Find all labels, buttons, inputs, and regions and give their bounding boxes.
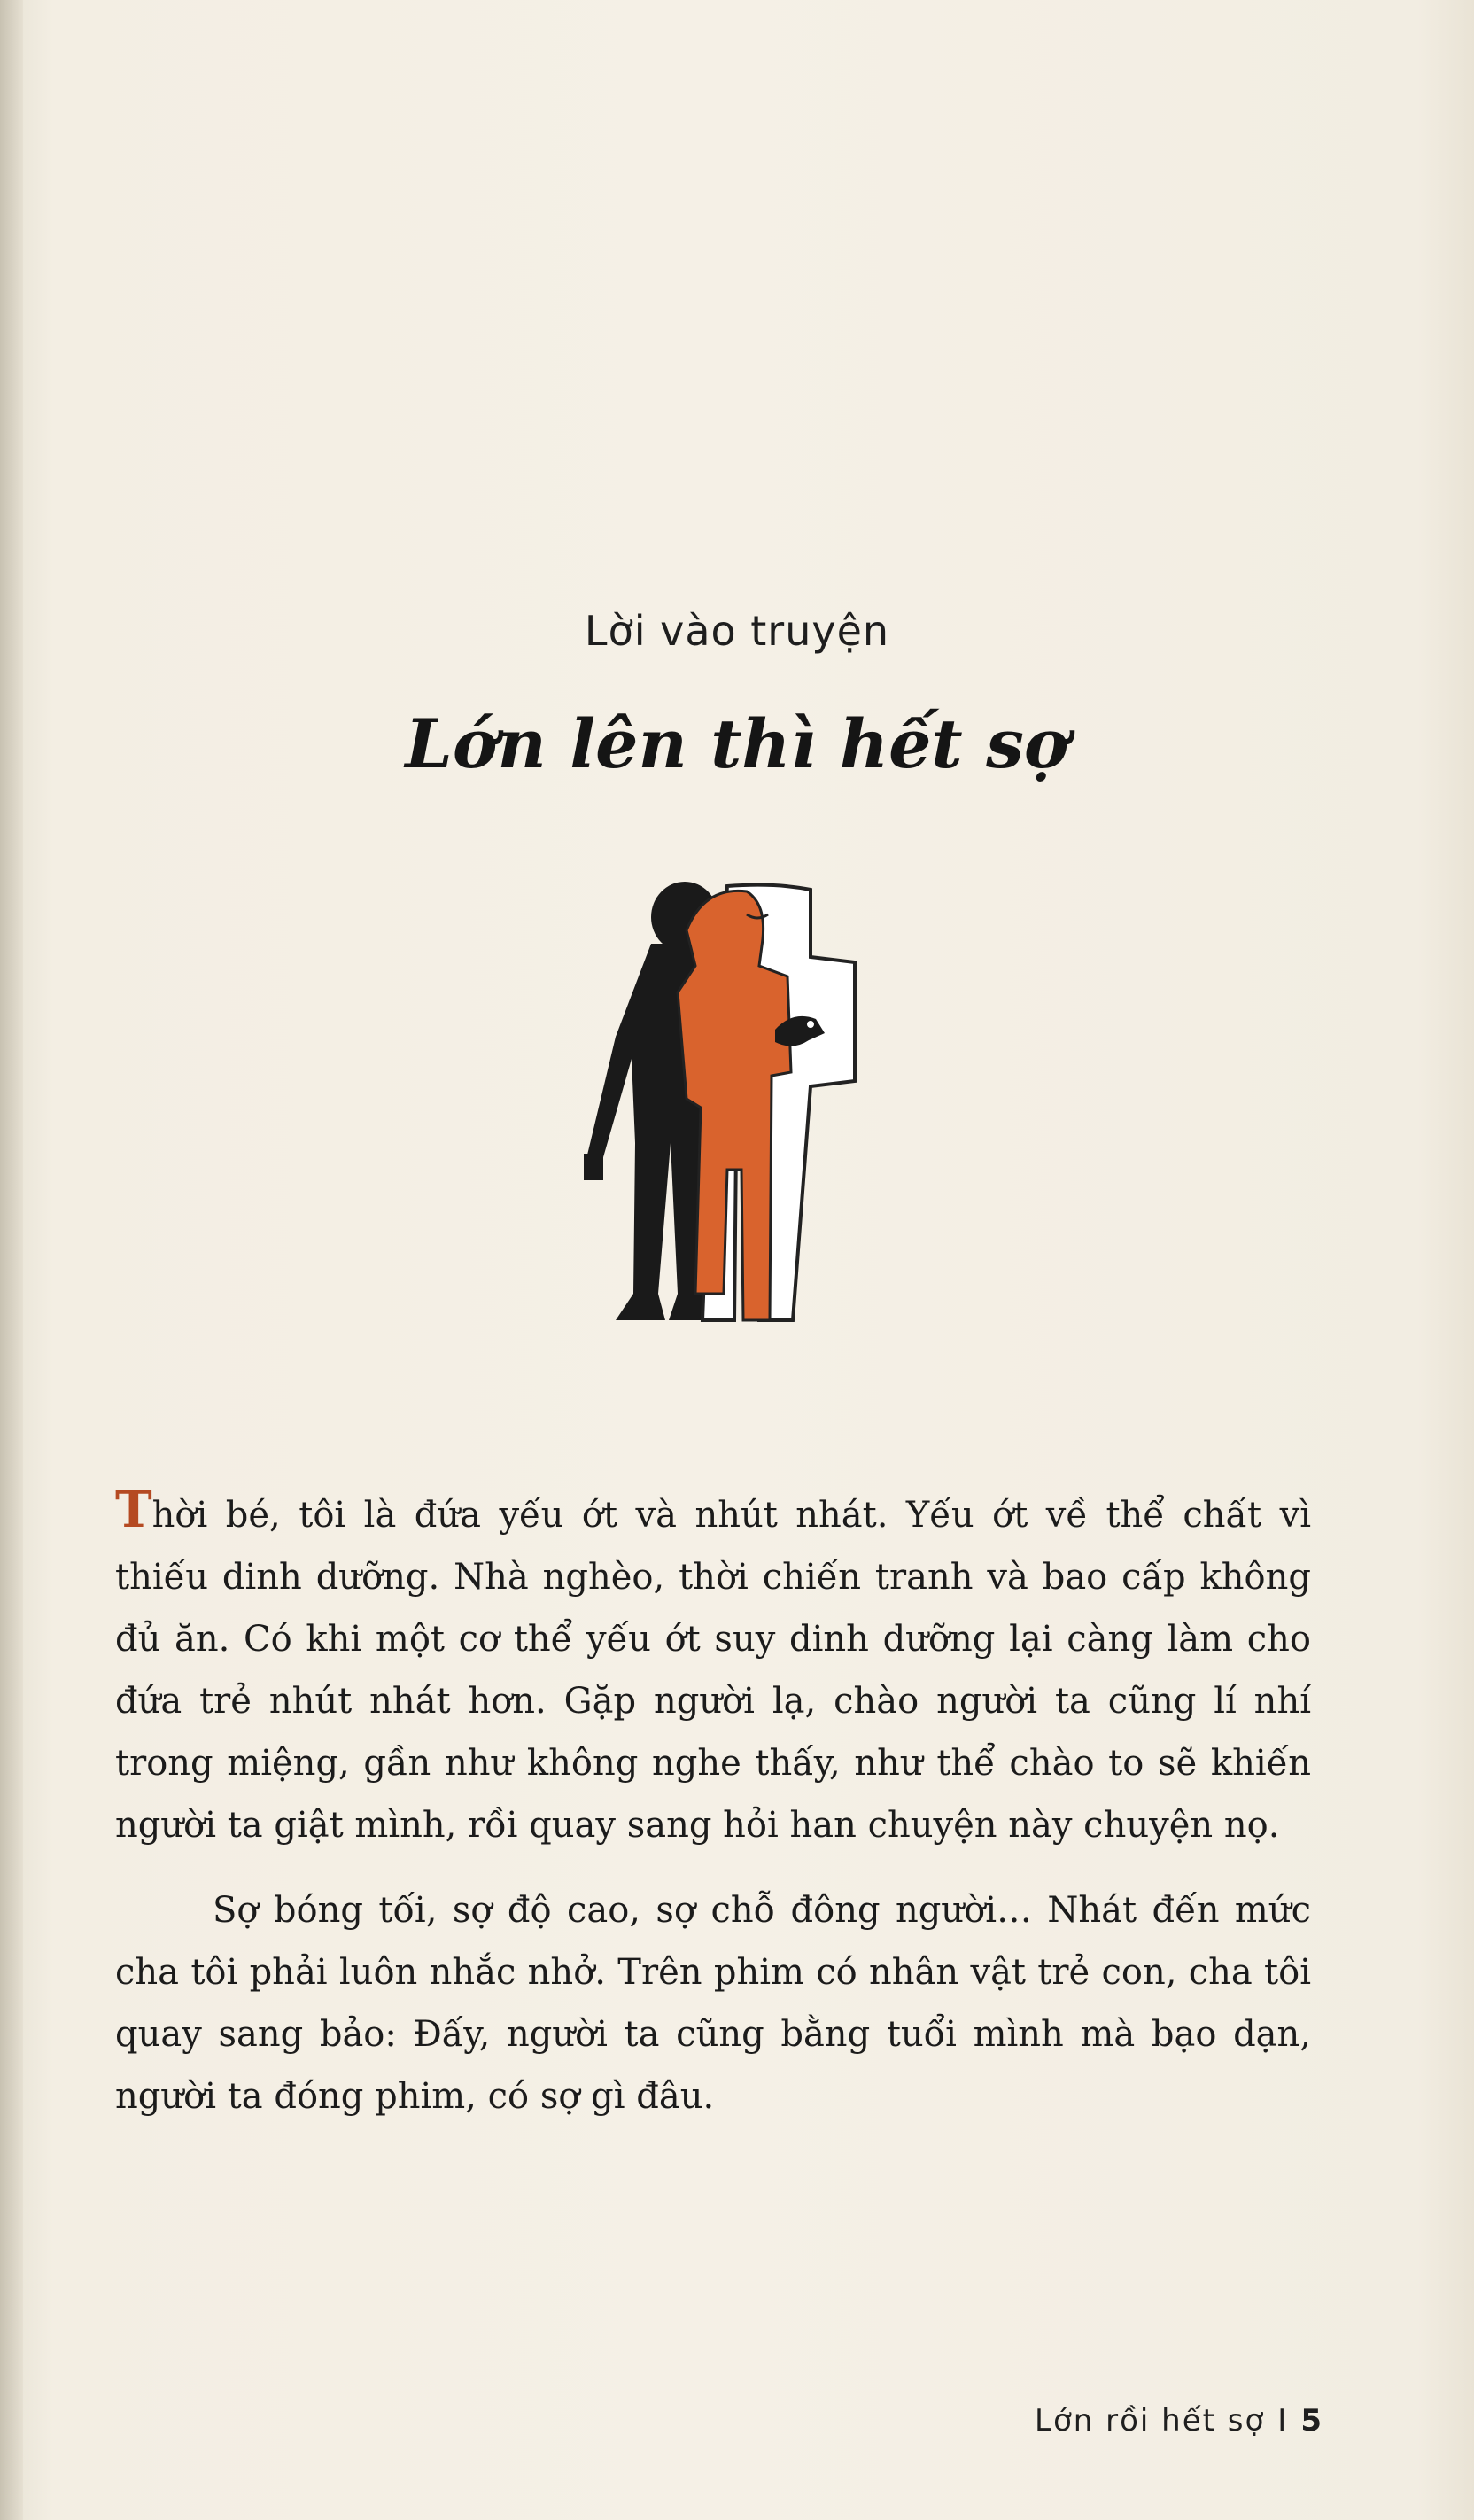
paragraph-2: Sợ bóng tối, sợ độ cao, sợ chỗ đông người… Nhát đến mức cha tôi phải luôn nhắc nhở. Trên phim có nhân vật trẻ con, cha tôi quay sang bảo: Đấy, người ta cũng bằng tuổi mình mà bạo dạn, người ta đóng phim, có sợ gì đâu. xyxy=(115,1890,1311,2117)
page-number: 5 xyxy=(1300,2403,1323,2438)
paragraph-1-text: hời bé, tôi là đứa yếu ớt và nhút nhát. Yếu ớt về thể chất vì thiếu dinh dưỡng. Nhà nghèo, thời chiến tranh và bao cấp không đủ ăn. Có khi một cơ thể yếu ớt suy dinh dưỡng lại càng làm cho đứa trẻ nhút nhát hơn. Gặp người lạ, chào người ta cũng lí nhí trong miệng, gần như không nghe thấy, như thể chào to sẽ khiến người ta giật mình, rồi quay sang hỏi han chuyện này chuyện nọ. xyxy=(115,1495,1311,1846)
paragraph-1 xyxy=(115,1481,1311,1856)
drop-cap: T xyxy=(115,1481,152,1539)
running-title: Lớn rồi hết sợ xyxy=(1035,2403,1266,2438)
page-footer xyxy=(1035,2403,1323,2438)
chapter-kicker: Lời vào truyện xyxy=(584,607,890,655)
chapter-title: Lớn lên thì hết sợ xyxy=(405,704,1069,783)
footer-separator: I xyxy=(1277,2403,1289,2438)
page-gutter-edge xyxy=(0,0,23,2520)
figure-with-shadow-illustration xyxy=(554,877,943,1356)
body-text xyxy=(115,1481,1311,2151)
